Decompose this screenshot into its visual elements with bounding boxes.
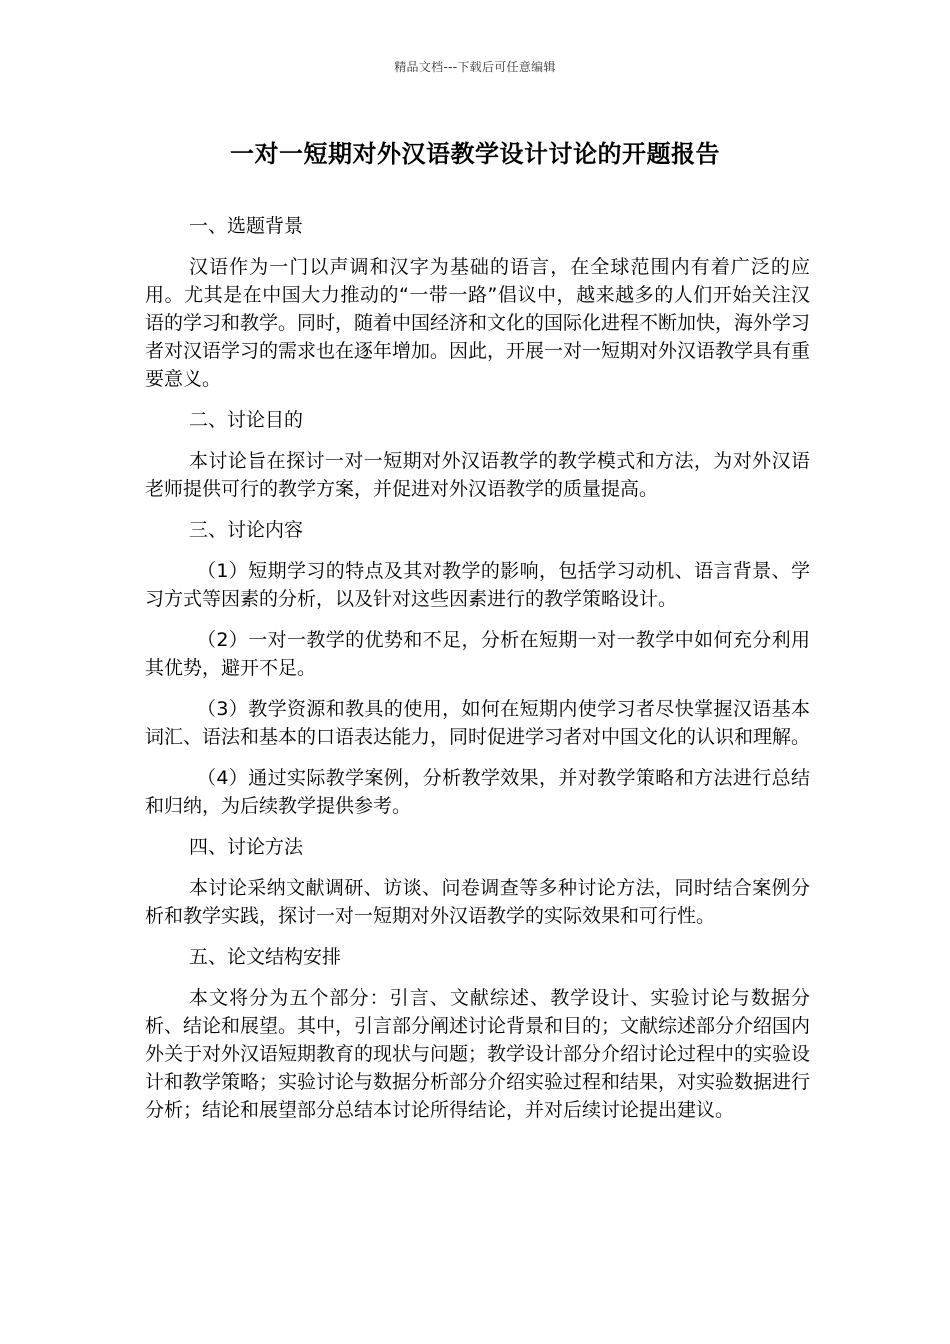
section-heading-structure: 五、论文结构安排 <box>189 946 342 968</box>
section-heading-background: 一、选题背景 <box>189 215 304 237</box>
document-body <box>145 212 810 1137</box>
section-heading-methods: 四、讨论方法 <box>189 836 304 858</box>
paragraph-background: 汉语作为一门以声调和汉字为基础的语言，在全球范围内有着广泛的应用。尤其是在中国大力推动的“一带一路”倡议中，越来越多的人们开始关注汉语的学习和教学。同时，随着中国经济和文化的国际化进程不断加快，海外学习者对汉语学习的需求也在逐年增加。因此，开展一对一短期对外汉语教学具有重要意义。 <box>145 256 811 390</box>
section-heading-purpose: 二、讨论目的 <box>189 409 304 431</box>
content-item-1: （1）短期学习的特点及其对教学的影响，包括学习动机、语言背景、学习方式等因素的分析，以及针对这些因素进行的教学策略设计。 <box>145 560 810 610</box>
paragraph-structure: 本文将分为五个部分：引言、文献综述、教学设计、实验讨论与数据分析、结论和展望。其中，引言部分阐述讨论背景和目的；文献综述部分介绍国内外关于对外汉语短期教育的现状与问题；教学设计部分介绍讨论过程中的实验设计和教学策略；实验讨论与数据分析部分介绍实验过程和结果，对实验数据进行分析；结论和展望部分总结本讨论所得结论，并对后续讨论提出建议。 <box>145 987 811 1121</box>
section-heading-content: 三、讨论内容 <box>189 519 304 541</box>
document-title: 一对一短期对外汉语教学设计讨论的开题报告 <box>230 140 720 168</box>
paragraph-methods: 本讨论采纳文献调研、访谈、问卷调查等多种讨论方法，同时结合案例分析和教学实践，探讨一对一短期对外汉语教学的实际效果和可行性。 <box>145 877 810 927</box>
paragraph-purpose: 本讨论旨在探讨一对一短期对外汉语教学的教学模式和方法，为对外汉语老师提供可行的教学方案，并促进对外汉语教学的质量提高。 <box>145 450 810 500</box>
header-note: 精品文档---下载后可任意编辑 <box>394 60 556 74</box>
content-item-4: （4）通过实际教学案例，分析教学效果，并对教学策略和方法进行总结和归纳，为后续教学提供参考。 <box>145 767 810 817</box>
content-item-2: （2）一对一教学的优势和不足，分析在短期一对一教学中如何充分利用其优势，避开不足。 <box>145 629 810 679</box>
content-item-3: （3）教学资源和教具的使用，如何在短期内使学习者尽快掌握汉语基本词汇、语法和基本的口语表达能力，同时促进学习者对中国文化的认识和理解。 <box>145 698 811 748</box>
